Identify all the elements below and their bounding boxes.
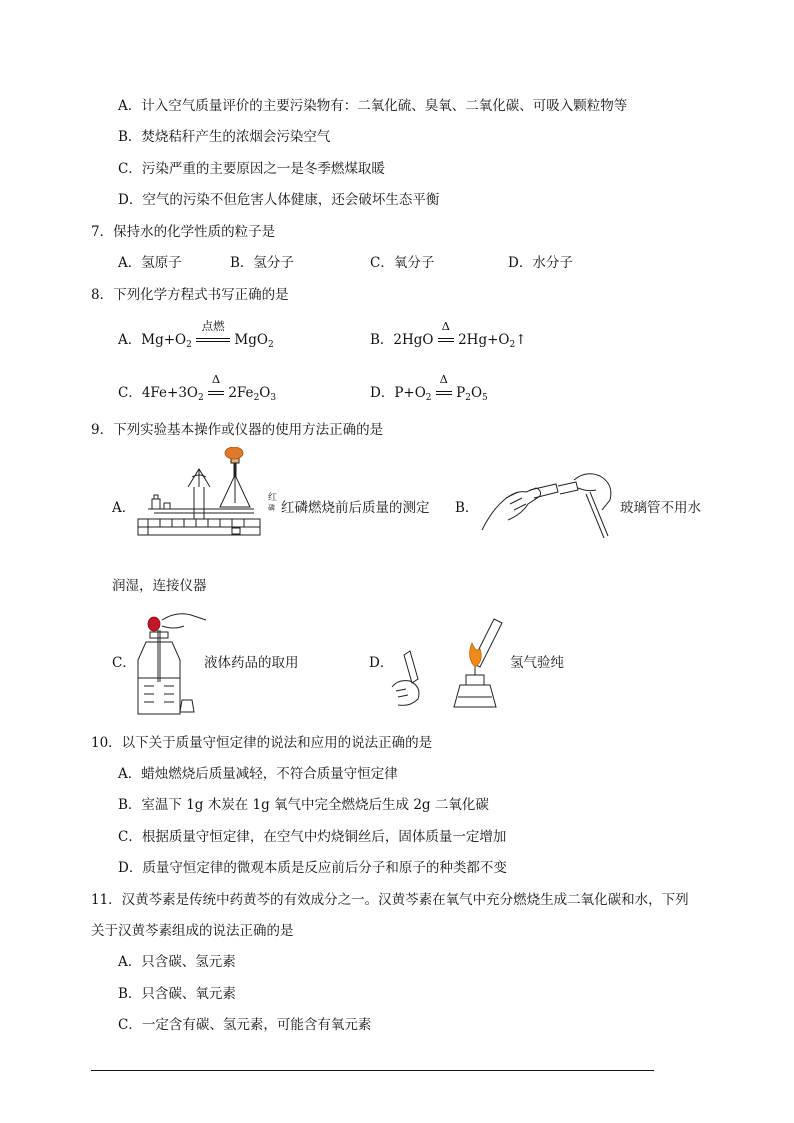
q7-option-b: B．氢分子 — [230, 255, 294, 271]
q9-option-b-text-2: 润湿，连接仪器 — [112, 578, 207, 594]
q11-option-c: C．一定含有碳、氢元素，可能含有氧元素 — [118, 1017, 372, 1033]
q10-option-a: A．蜡烛燃烧后质量减轻，不符合质量守恒定律 — [118, 766, 398, 782]
q10-option-c: C．根据质量守恒定律，在空气中灼烧铜丝后，固体质量一定增加 — [118, 829, 507, 845]
q6-option-d: D．空气的污染不但危害人体健康，还会破坏生态平衡 — [118, 192, 440, 208]
reaction-arrow-heat: Δ — [436, 384, 452, 404]
q8-option-b: B．2HgO Δ $2Hg+O_2↑$ — [370, 318, 527, 350]
q9-option-d-label: D． — [369, 655, 394, 671]
q8-option-c: C．$4Fe+3O_2$ Δ $2Fe_2O_3$ — [118, 371, 277, 403]
q7-option-d: D．水分子 — [508, 255, 573, 271]
q9-option-b-label: B． — [455, 500, 479, 516]
hydrogen-test-figure — [388, 615, 506, 717]
q10-option-d: D．质量守恒定律的微观本质是反应前后分子和原子的种类都不变 — [118, 860, 507, 876]
flask-label-1: 红 — [268, 492, 278, 502]
glass-tube-hands-figure — [478, 470, 618, 542]
q11-option-a: A．只含碳、氢元素 — [118, 954, 236, 970]
q7-option-a: A．氢原子 — [118, 255, 182, 271]
liquid-dropper-bottle-figure — [132, 608, 210, 720]
page-footer-rule — [91, 1070, 654, 1071]
q6-option-a: A．计入空气质量评价的主要污染物有：二氧化硫、臭氧、二氧化碳、可吸入颗粒物等 — [118, 98, 628, 114]
balance-flask-figure — [134, 447, 280, 547]
q11-stem-line-1: 11．汉黄芩素是传统中药黄芩的有效成分之一。汉黄芩素在氧气中充分燃烧生成二氧化碳和水，下列 — [91, 892, 689, 908]
q7-option-c: C．氧分子 — [370, 255, 435, 271]
flask-label-2: 磷 — [268, 505, 275, 512]
q9-stem: 9．下列实验基本操作或仪器的使用方法正确的是 — [91, 422, 384, 438]
q9-option-a-text: 红磷燃烧前后质量的测定 — [281, 500, 430, 516]
q9-option-c-text: 液体药品的取用 — [204, 655, 299, 671]
q9-option-a-label: A． — [112, 500, 136, 516]
q7-stem: 7．保持水的化学性质的粒子是 — [91, 224, 276, 240]
reaction-arrow-heat: Δ — [208, 384, 224, 404]
q10-option-b: B．室温下 1g 木炭在 1g 氧气中完全燃烧后生成 2g 二氧化碳 — [118, 797, 489, 813]
q11-stem-line-2: 关于汉黄芩素组成的说法正确的是 — [91, 923, 294, 939]
q8-option-d: D．$P+O_2$ Δ $P_2O_5$ — [370, 371, 488, 403]
q8-option-a: A．$Mg+O_2$ 点燃 MgO$_2$ — [118, 318, 274, 350]
q9-option-b-text: 玻璃管不用水 — [620, 500, 701, 516]
reaction-arrow-heat: Δ — [438, 331, 454, 351]
q9-option-c-label: C． — [112, 655, 136, 671]
q11-option-b: B．只含碳、氧元素 — [118, 986, 236, 1002]
q10-stem: 10．以下关于质量守恒定律的说法和应用的说法正确的是 — [91, 735, 433, 751]
q8-stem: 8．下列化学方程式书写正确的是 — [91, 287, 289, 303]
q6-option-b: B．焚烧秸秆产生的浓烟会污染空气 — [118, 129, 331, 145]
reaction-arrow-ignite: 点燃 — [196, 331, 230, 351]
q6-option-c: C．污染严重的主要原因之一是冬季燃煤取暖 — [118, 161, 385, 177]
q9-option-d-text: 氢气验纯 — [510, 655, 564, 671]
